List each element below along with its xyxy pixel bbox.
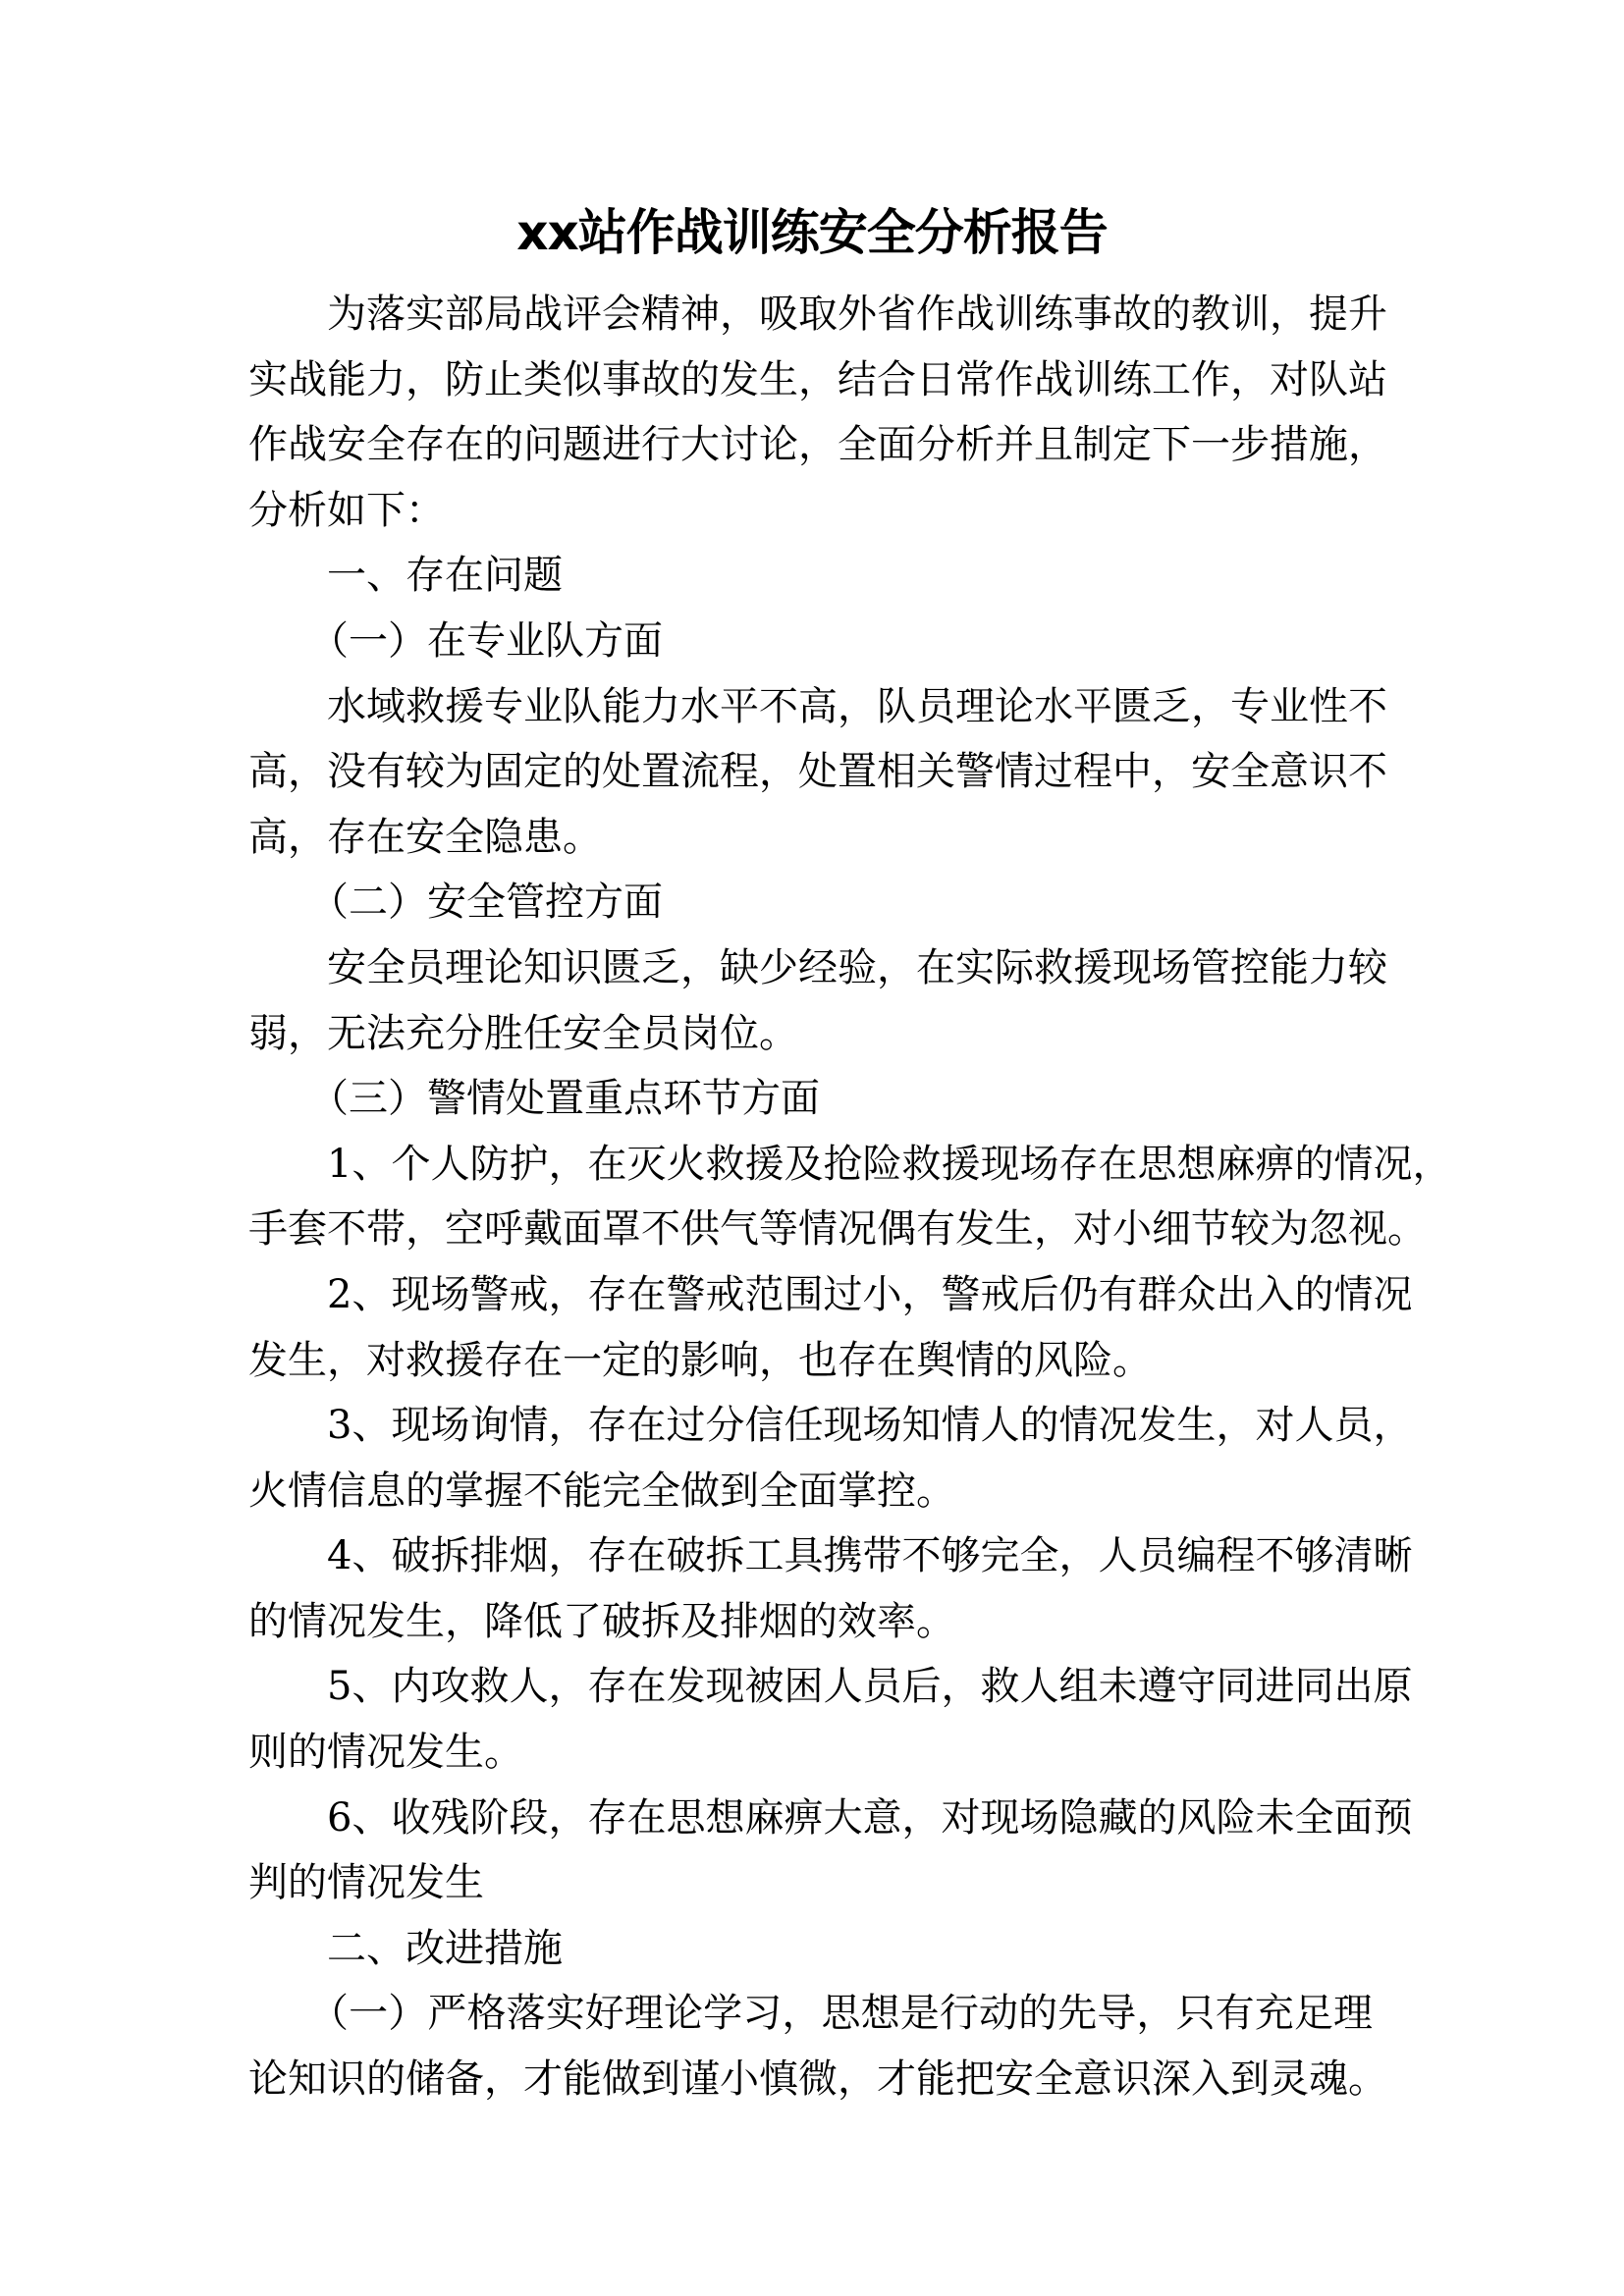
paragraph-line: 2、现场警戒，存在警戒范围过小，警戒后仍有群众出入的情况 <box>327 1271 1413 1317</box>
subsection-heading-safety-control: （二）安全管控方面 <box>309 880 663 926</box>
paragraph-line: 判的情况发生 <box>248 1860 484 1906</box>
paragraph-line: 作战安全存在的问题进行大讨论，全面分析并且制定下一步措施， <box>248 422 1387 468</box>
professional-team-paragraph <box>248 674 1387 871</box>
paragraph-line: 高，存在安全隐患。 <box>248 814 602 860</box>
paragraph-line: 弱，无法充分胜任安全员岗位。 <box>248 1010 798 1056</box>
subsection-heading-key-links: （三）警情处置重点环节方面 <box>309 1076 820 1122</box>
paragraph-line: 手套不带，空呼戴面罩不供气等情况偶有发生，对小细节较为忽视。 <box>248 1206 1427 1253</box>
paragraph-line: 论知识的储备，才能做到谨小慎微，才能把安全意识深入到灵魂。 <box>248 2056 1387 2103</box>
safety-control-paragraph <box>248 935 1387 1066</box>
paragraph-line: 安全员理论知识匮乏，缺少经验，在实际救援现场管控能力较 <box>327 944 1387 990</box>
paragraph-line: （一）严格落实好理论学习，思想是行动的先导，只有充足理 <box>309 1991 1373 2037</box>
paragraph-line: 6、收残阶段，存在思想麻痹大意，对现场隐藏的风险未全面预 <box>327 1794 1413 1841</box>
paragraph-line: 发生，对救援存在一定的影响，也存在舆情的风险。 <box>248 1337 1152 1383</box>
paragraph-line: 火情信息的掌握不能完全做到全面掌控。 <box>248 1468 955 1514</box>
paragraph-line: 为落实部局战评会精神，吸取外省作战训练事故的教训，提升 <box>327 292 1387 337</box>
paragraph-line: 实战能力，防止类似事故的发生，结合日常作战训练工作，对队站 <box>248 356 1387 402</box>
paragraph-line: 4、破拆排烟，存在破拆工具携带不够完全，人员编程不够清晰 <box>327 1533 1413 1579</box>
paragraph-line: 水域救援专业队能力水平不高，队员理论水平匮乏，专业性不 <box>327 683 1387 729</box>
paragraph-line: 则的情况发生。 <box>248 1730 523 1776</box>
list-item <box>248 1786 1413 1916</box>
list-item <box>248 1132 1452 1262</box>
section-heading-improvements: 二、改进措施 <box>327 1925 563 1971</box>
paragraph-line: 1、个人防护，在灭火救援及抢险救援现场存在思想麻痹的情况， <box>327 1141 1452 1187</box>
section-heading-problems: 一、存在问题 <box>327 553 563 599</box>
subsection-heading-professional-team: （一）在专业队方面 <box>309 617 663 664</box>
paragraph-line: 高，没有较为固定的处置流程，处置相关警情过程中，安全意识不 <box>248 749 1387 795</box>
list-item <box>248 1654 1413 1785</box>
document-title: xx站作战训练安全分析报告 <box>516 204 1108 261</box>
paragraph-line: 分析如下： <box>248 487 445 533</box>
paragraph-line: 的情况发生，降低了破拆及排烟的效率。 <box>248 1598 955 1644</box>
list-item <box>248 1523 1413 1654</box>
document-body <box>248 282 1452 2112</box>
list-item <box>248 1393 1413 1523</box>
paragraph-line: 3、现场询情，存在过分信任现场知情人的情况发生，对人员， <box>327 1403 1413 1449</box>
improvement-paragraph <box>248 1981 1387 2111</box>
list-item <box>248 1262 1413 1393</box>
paragraph-line: 5、内攻救人，存在发现被困人员后，救人组未遵守同进同出原 <box>327 1664 1413 1710</box>
intro-paragraph <box>248 282 1387 543</box>
